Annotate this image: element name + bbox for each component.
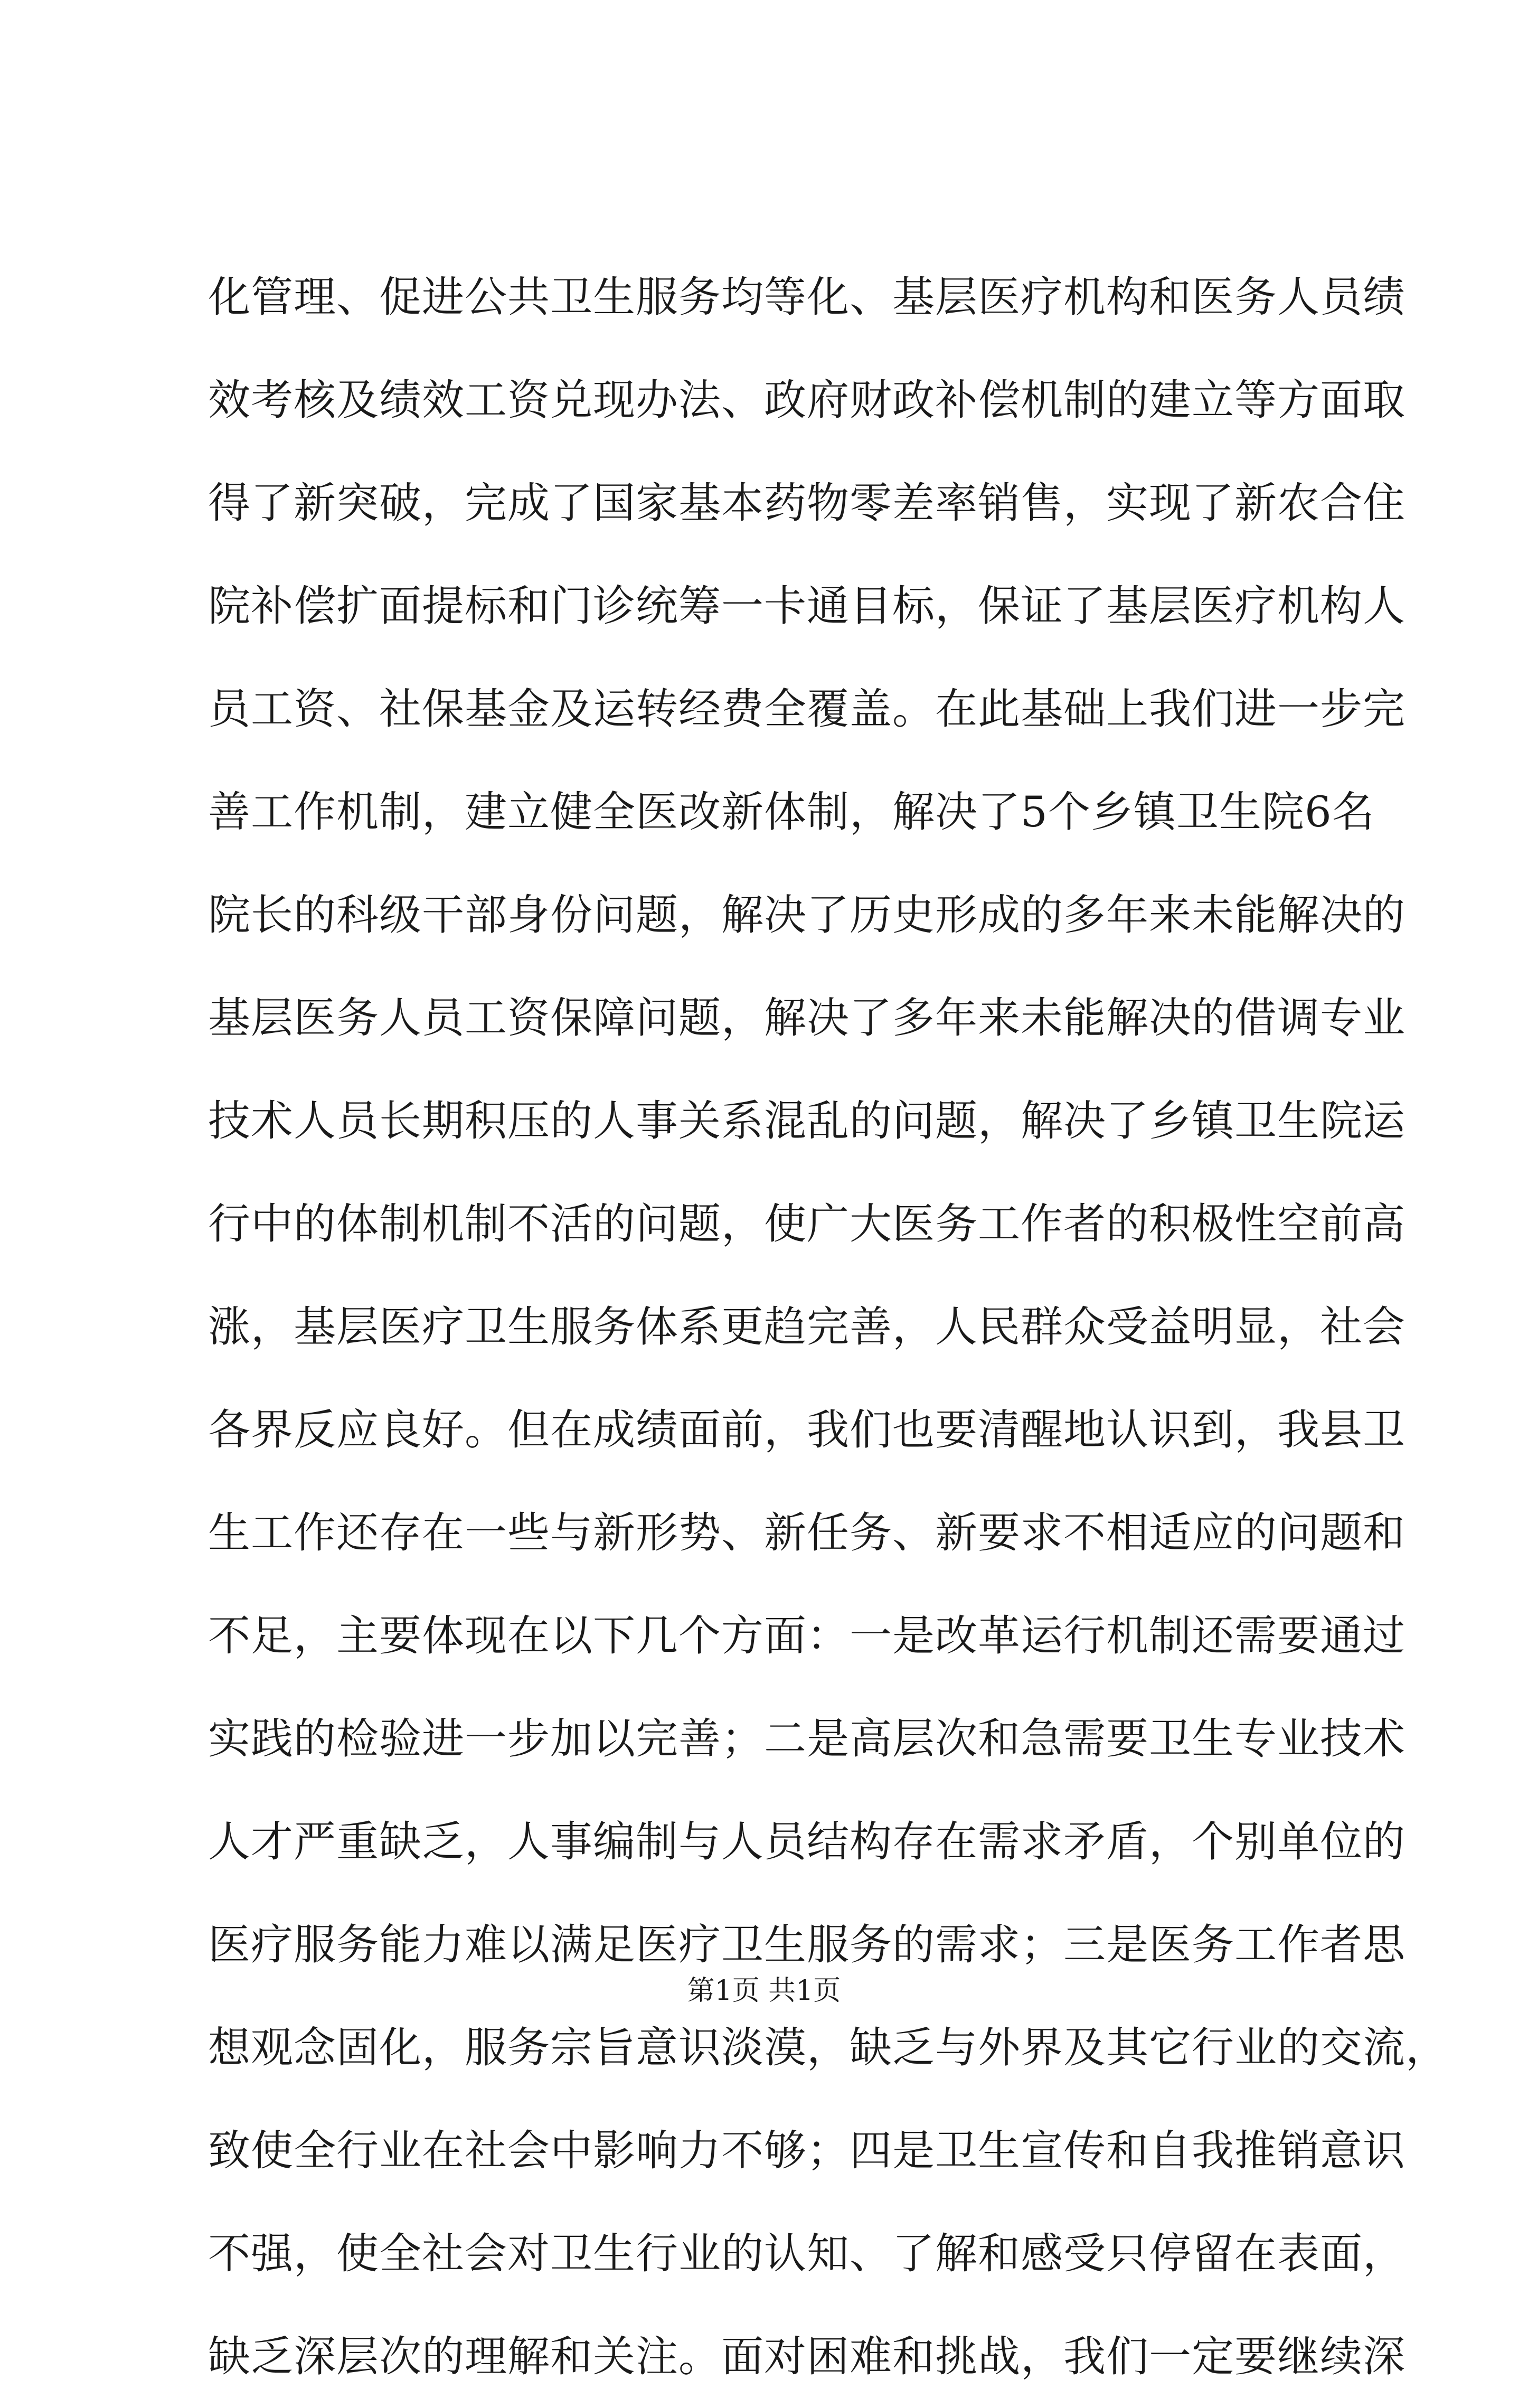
text-line: 医疗服务能力难以满足医疗卫生服务的需求；三是医务工作者思 <box>208 1920 1406 1969</box>
text-line: 不强，使全社会对卫生行业的认知、了解和感受只停留在表面， <box>208 2229 1406 2278</box>
text-line: 善工作机制，建立健全医改新体制，解决了5个乡镇卫生院6名 <box>208 787 1375 836</box>
page-number-label: 第1页 共1页 <box>687 1975 841 2007</box>
text-line: 缺乏深层次的理解和关注。面对困难和挑战，我们一定要继续深 <box>208 2332 1406 2381</box>
text-line: 化管理、促进公共卫生服务均等化、基层医疗机构和医务人员绩 <box>208 272 1406 322</box>
text-line: 想观念固化，服务宗旨意识淡漠，缺乏与外界及其它行业的交流， <box>208 2023 1448 2072</box>
body-text <box>208 246 1448 2408</box>
text-line: 员工资、社保基金及运转经费全覆盖。在此基础上我们进一步完 <box>208 684 1406 733</box>
text-line: 不足，主要体现在以下几个方面：一是改革运行机制还需要通过 <box>208 1611 1406 1660</box>
text-line: 各界反应良好。但在成绩面前，我们也要清醒地认识到，我县卫 <box>208 1405 1406 1454</box>
page-footer <box>0 1972 1528 2009</box>
text-line: 行中的体制机制不活的问题，使广大医务工作者的积极性空前高 <box>208 1199 1406 1248</box>
text-line: 院长的科级干部身份问题，解决了历史形成的多年来未能解决的 <box>208 890 1406 939</box>
text-line: 致使全行业在社会中影响力不够；四是卫生宣传和自我推销意识 <box>208 2126 1406 2175</box>
text-line: 涨，基层医疗卫生服务体系更趋完善，人民群众受益明显，社会 <box>208 1302 1406 1351</box>
text-line: 技术人员长期积压的人事关系混乱的问题，解决了乡镇卫生院运 <box>208 1096 1406 1145</box>
text-line: 实践的检验进一步加以完善；二是高层次和急需要卫生专业技术 <box>208 1714 1406 1763</box>
text-line: 人才严重缺乏，人事编制与人员结构存在需求矛盾，个别单位的 <box>208 1817 1406 1866</box>
text-line: 生工作还存在一些与新形势、新任务、新要求不相适应的问题和 <box>208 1508 1406 1557</box>
text-line: 院补偿扩面提标和门诊统筹一卡通目标，保证了基层医疗机构人 <box>208 581 1406 631</box>
text-line: 基层医务人员工资保障问题，解决了多年来未能解决的借调专业 <box>208 993 1406 1042</box>
text-line: 得了新突破，完成了国家基本药物零差率销售，实现了新农合住 <box>208 478 1406 528</box>
text-line: 效考核及绩效工资兑现办法、政府财政补偿机制的建立等方面取 <box>208 375 1406 425</box>
